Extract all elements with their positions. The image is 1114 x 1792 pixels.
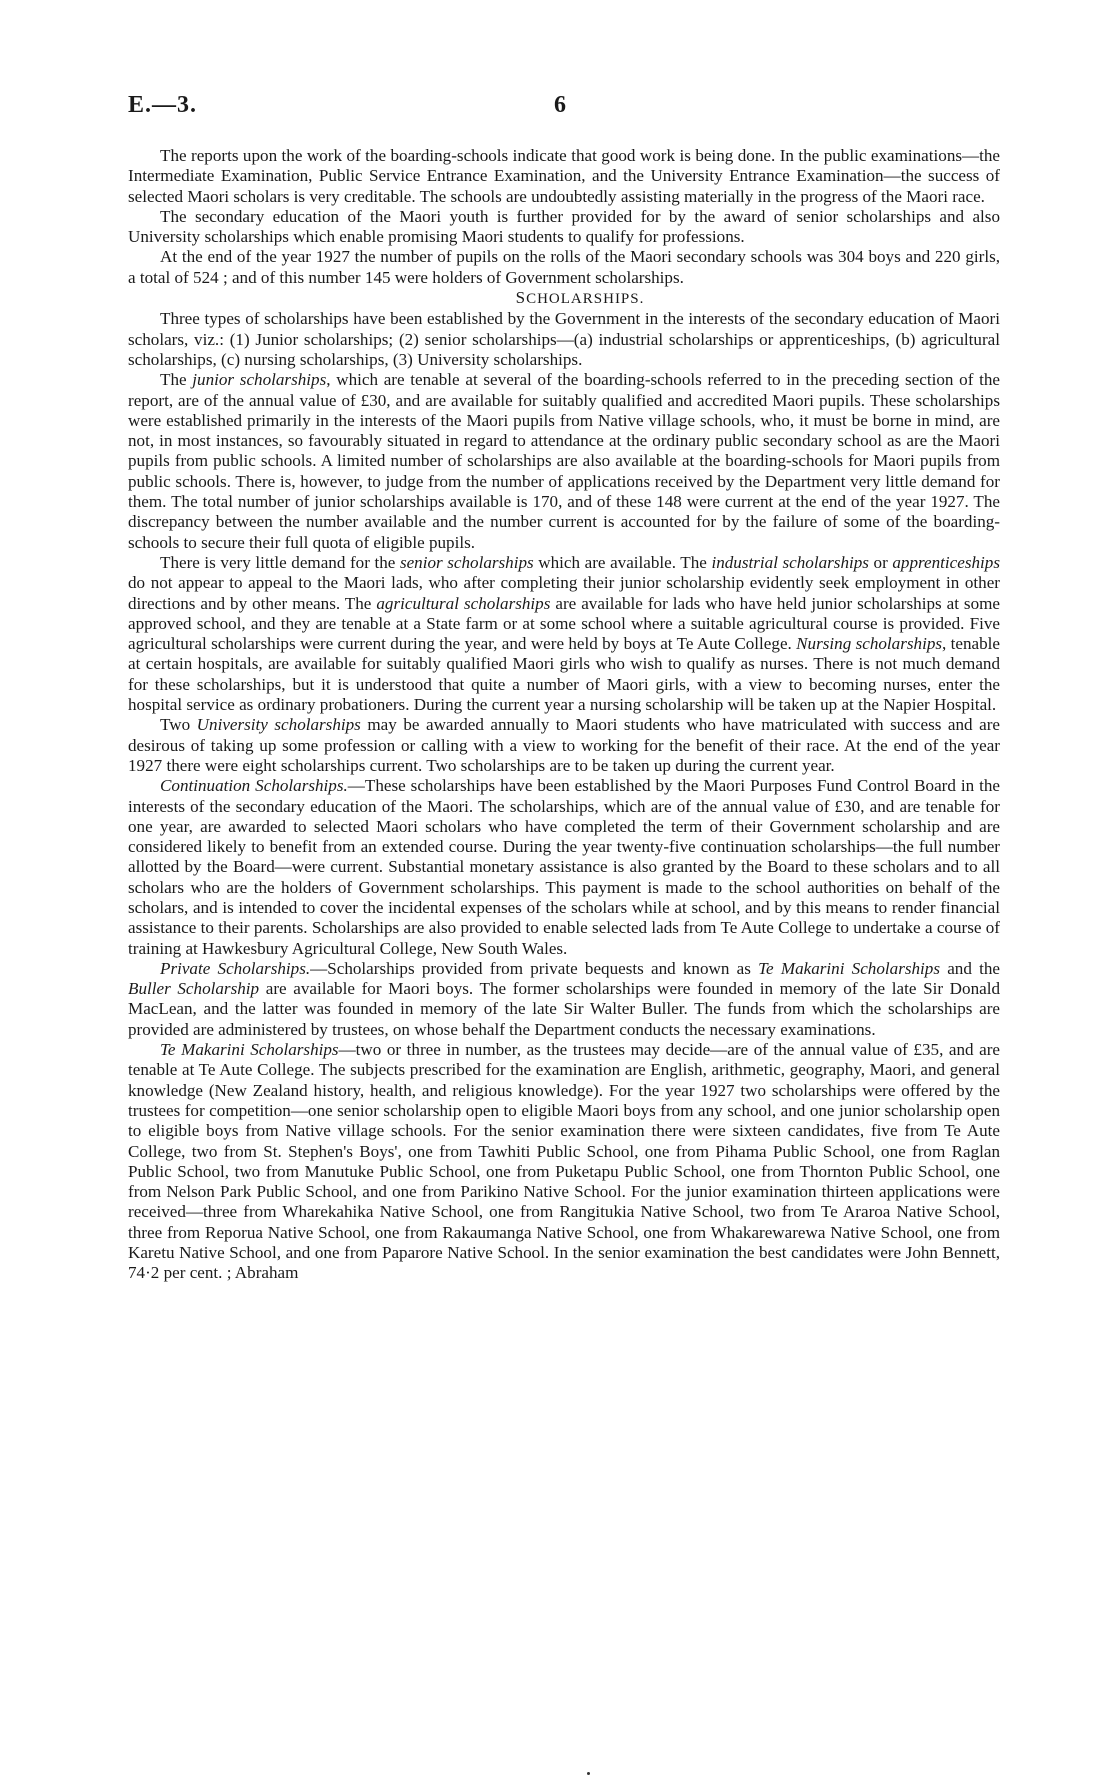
body-text	[128, 146, 1000, 1284]
paragraph-continuation-scholarships: Continuation Scholarships.—These scholarships have been established by the Maori Purposes Fund Control Board in the interests of the secondary education of the Maori. The scholarships, which are of the annual value of £30, and are tenable for one year, are awarded to selected Maori scholars who have completed the term of their Government scholarship and are considered likely to benefit from an extended course. During the year twenty-five continuation scholarships—the full number allotted by the Board—were current. Substantial monetary assistance is also granted by the Board to these scholars and to all scholars who are the holders of Government scholarships. This payment is made to the school authorities on behalf of the scholars, and is intended to cover the incidental expenses of the scholars while at school, and by this means to render financial assistance to their parents. Scholarships are also provided to enable selected lads from Te Aute College to undertake a course of training at Hawkesbury Agricultural College, New South Wales.	[128, 776, 1000, 958]
paragraph-senior-scholarships: There is very little demand for the senior scholarships which are available. The industrial scholarships or apprenticeships do not appear to appeal to the Maori lads, who after completing their junior scholarship evidently seek employment in other directions and by other means. The agricultural scholarships are available for lads who have held junior scholarships at some approved school, and they are tenable at a State farm or at some school where a suitable agricultural course is provided. Five agricultural scholarships were current during the year, and were held by boys at Te Aute College. Nursing scholarships, tenable at certain hospitals, are available for suitably qualified Maori girls who wish to qualify as nurses. There is not much demand for these scholarships, but it is understood that quite a number of Maori girls, with a view to becoming nurses, enter the hospital service as ordinary probationers. During the current year a nursing scholarship will be taken up at the Napier Hospital.	[128, 552, 1001, 715]
paragraph-university-scholarships: Two University scholarships may be awarded annually to Maori students who have matriculated with success and are desirous of taking up some profession or calling with a view to working for the benefit of their race. At the end of the year 1927 there were eight scholarships current. Two scholarships are to be taken up during the current year.	[128, 715, 1000, 775]
paragraph-boarding-schools: The reports upon the work of the boarding-schools indicate that good work is being done. In the public examinations—the Intermediate Examination, Public Service Entrance Examination, and the University Entrance Examination—the success of selected Maori scholars is very creditable. The schools are undoubtedly assisting materially in the progress of the Maori race.	[128, 146, 1000, 206]
section-heading-scholarships: SCHOLARSHIPS.	[515, 288, 645, 308]
paragraph-pupil-numbers: At the end of the year 1927 the number of pupils on the rolls of the Maori secondary schools was 304 boys and 220 girls, a total of 524 ; and of this number 145 were holders of Government scholarships.	[128, 247, 1000, 287]
page-header	[0, 92, 1114, 126]
page-number: 6	[554, 92, 566, 118]
paragraph-junior-scholarships: The junior scholarships, which are tenable at several of the boarding-schools referred to in the preceding section of the report, are of the annual value of £30, and are available for suitably qualified and accredited Maori pupils. These scholarships were established primarily in the interests of the Maori pupils from Native village schools, who, it must be borne in mind, are not, in most instances, so favourably situated in regard to attendance at the ordinary public secondary school as are the Maori pupils from public schools. A limited number of scholarships are also available at the boarding-schools for Maori pupils from public schools. There is, however, to judge from the number of applications received by the Department very little demand for them. The total number of junior scholarships available is 170, and of these 148 were current at the end of the year 1927. The discrepancy between the number available and the number current is accounted for by the failure of some of the boarding-schools to secure their full quota of eligible pupils.	[128, 370, 1000, 552]
document-reference: E.—3.	[128, 92, 198, 118]
paragraph-scholarship-types: Three types of scholarships have been established by the Government in the interests of the secondary education of Maori scholars, viz.: (1) Junior scholarships; (2) senior scholarships—(a) industrial scholarships or apprenticeships, (b) agricultural scholarships, (c) nursing scholarships, (3) University scholarships.	[128, 309, 1000, 369]
page-speck	[587, 1772, 590, 1775]
paragraph-te-makarini-scholarships: Te Makarini Scholarships—two or three in number, as the trustees may decide—are of the annual value of £35, and are tenable at Te Aute College. The subjects prescribed for the examination are English, arithmetic, geography, Maori, and general knowledge (New Zealand history, health, and religious knowledge). For the year 1927 two scholarships were offered by the trustees for competition—one senior scholarship open to eligible Maori boys from any school, and one junior scholarship open to eligible boys from Native village schools. For the senior examination there were sixteen candidates, five from Te Aute College, two from St. Stephen's Boys', one from Tawhiti Public School, one from Pihama Public School, one from Raglan Public School, two from Manutuke Public School, one from Puketapu Public School, one from Thornton Public School, one from Nelson Park Public School, and one from Parikino Native School. For the junior examination thirteen applications were received—three from Wharekahika Native School, one from Rangitukia Native School, two from Te Araroa Native School, three from Reporua Native School, one from Rakaumanga Native School, one from Whakarewarewa Native School, one from Karetu Native School, and one from Paparore Native School. In the senior examination the best candidates were John Bennett, 74·2 per cent. ; Abraham	[128, 1040, 1000, 1283]
paragraph-private-scholarships: Private Scholarships.—Scholarships provided from private bequests and known as Te Makarini Scholarships and the Buller Scholarship are available for Maori boys. The former scholarships were founded in memory of the late Sir Donald MacLean, and the latter was founded in memory of the late Sir Walter Buller. The funds from which the scholarships are provided are administered by trustees, on whose behalf the Department conducts the necessary examinations.	[128, 958, 1000, 1039]
paragraph-secondary-education: The secondary education of the Maori youth is further provided for by the award of senior scholarships and also University scholarships which enable promising Maori students to qualify for professions.	[128, 206, 1000, 247]
